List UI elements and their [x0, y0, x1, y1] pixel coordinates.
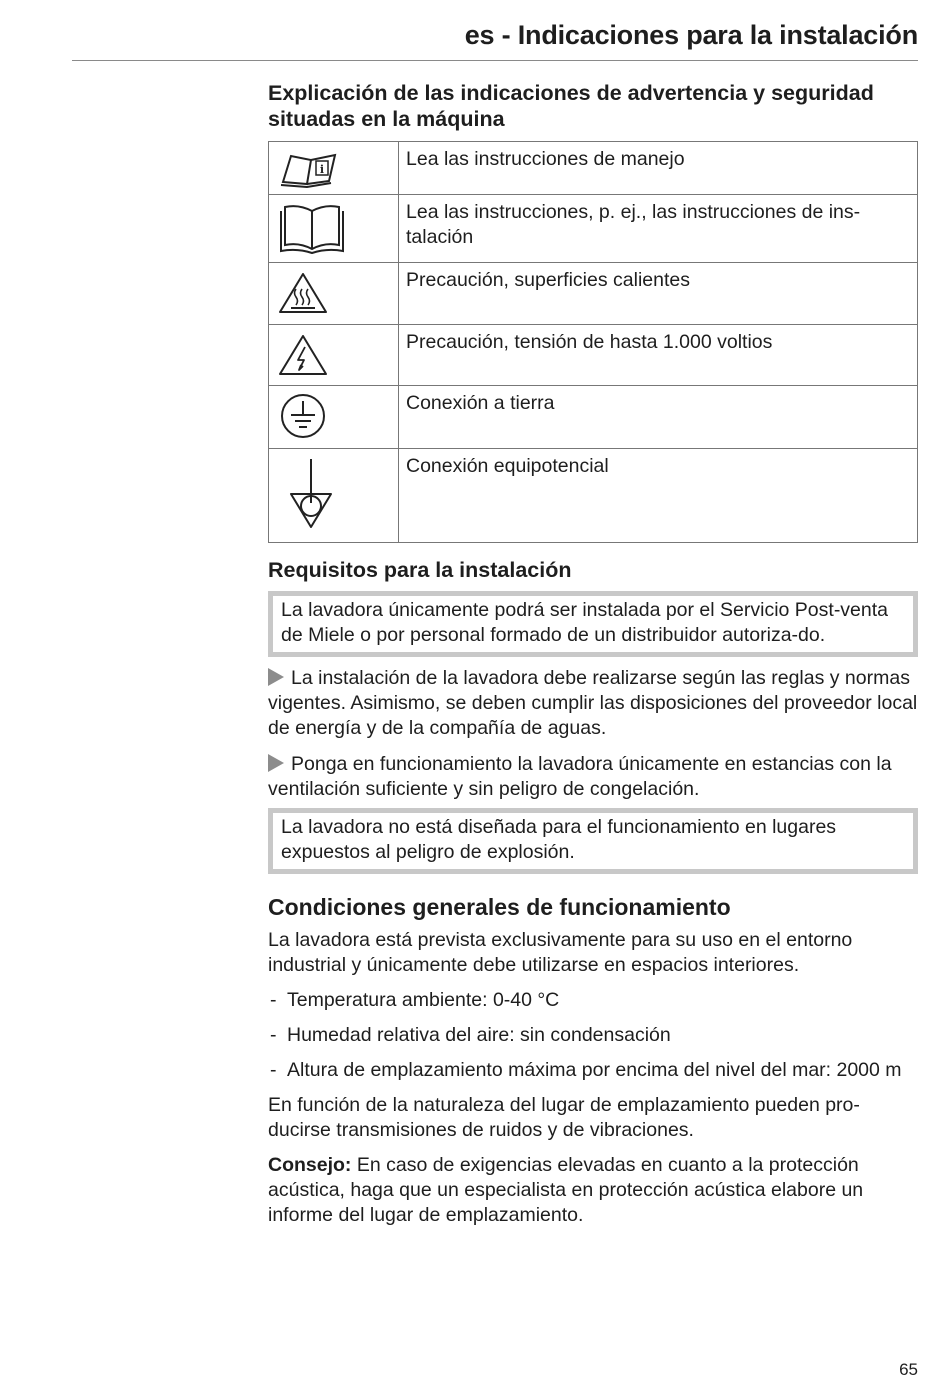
- instruction-paragraph: [268, 752, 918, 802]
- list-item: - Temperatura ambiente: 0-40 °C: [268, 988, 918, 1013]
- conditions-paragraph: En función de la naturaleza del lugar de emplazamiento pueden pro-ducirse transmisiones de ruidos y de vibraciones.: [268, 1094, 860, 1141]
- sign-description: Conexión equipotencial: [399, 449, 918, 543]
- conditions-intro: La lavadora está prevista exclusivamente para su uso en el entorno industrial y únicamente debe utilizarse en espacios interiores.: [268, 929, 853, 976]
- arrow-bullet-icon: [268, 754, 284, 772]
- page-number: 65: [899, 1360, 918, 1379]
- header-divider: [72, 60, 918, 61]
- instruction-text: Ponga en funcionamiento la lavadora únicamente en estancias con la ventilación suficiente y sin peligro de congelación.: [268, 753, 892, 800]
- sign-description: Precaución, superficies calientes: [399, 263, 918, 325]
- signs-section-title: Explicación de las indicaciones de advertencia y seguridad situadas en la máquina: [268, 81, 874, 131]
- conditions-title: Condiciones generales de funcionamiento: [268, 894, 731, 920]
- open-book-icon: [277, 201, 347, 255]
- high-voltage-warning-icon: [277, 333, 329, 377]
- tip-paragraph: [268, 1153, 918, 1228]
- main-content: [268, 80, 918, 1228]
- arrow-bullet-icon: [268, 668, 284, 686]
- sign-icon-cell: [269, 386, 399, 449]
- table-row: [269, 449, 918, 543]
- tip-label: Consejo:: [268, 1154, 352, 1176]
- sign-icon-cell: [269, 449, 399, 543]
- note-text: La lavadora no está diseñada para el funcionamiento en lugares expuestos al peligro de explosión.: [281, 816, 837, 863]
- instruction-paragraph: [268, 666, 918, 741]
- table-row: [269, 195, 918, 263]
- note-text: La lavadora únicamente podrá ser instalada por el Servicio Post-venta de Miele o por personal formado de un distribuidor autoriza-do.: [281, 599, 889, 646]
- table-row: [269, 263, 918, 325]
- sign-icon-cell: [269, 325, 399, 386]
- manual-info-icon: [277, 148, 347, 188]
- ground-connection-icon: [277, 391, 329, 441]
- sign-description: Precaución, tensión de hasta 1.000 voltios: [399, 325, 918, 386]
- list-item: - Altura de emplazamiento máxima por encima del nivel del mar: 2000 m: [268, 1058, 918, 1083]
- equipotential-icon: [281, 457, 341, 537]
- tip-text: En caso de exigencias elevadas en cuanto a la protección acústica, haga que un especialista en protección acústica elabore un informe del lugar de emplazamiento.: [268, 1154, 864, 1226]
- page-header-title: es - Indicaciones para la instalación: [464, 20, 918, 50]
- conditions-list: [268, 988, 918, 1083]
- table-row: [269, 142, 918, 195]
- hot-surface-warning-icon: [277, 271, 329, 315]
- list-item: - Humedad relativa del aire: sin condensación: [268, 1023, 918, 1048]
- sign-description: Lea las instrucciones de manejo: [399, 142, 918, 195]
- sign-icon-cell: [269, 142, 399, 195]
- instruction-text: La instalación de la lavadora debe realizarse según las reglas y normas vigentes. Asimismo, se deben cumplir las disposiciones del proveedor local de energía y de la compañía de aguas.: [268, 667, 918, 739]
- svg-text:i: i: [319, 163, 325, 176]
- note-box: [268, 808, 918, 874]
- sign-icon-cell: [269, 263, 399, 325]
- warning-signs-table: [268, 141, 918, 543]
- table-row: [269, 325, 918, 386]
- note-box: [268, 591, 918, 657]
- sign-description: Conexión a tierra: [399, 386, 918, 449]
- table-row: [269, 386, 918, 449]
- requirements-title: Requisitos para la instalación: [268, 558, 572, 582]
- sign-icon-cell: [269, 195, 399, 263]
- sign-description: Lea las instrucciones, p. ej., las instrucciones de ins-talación: [399, 195, 918, 263]
